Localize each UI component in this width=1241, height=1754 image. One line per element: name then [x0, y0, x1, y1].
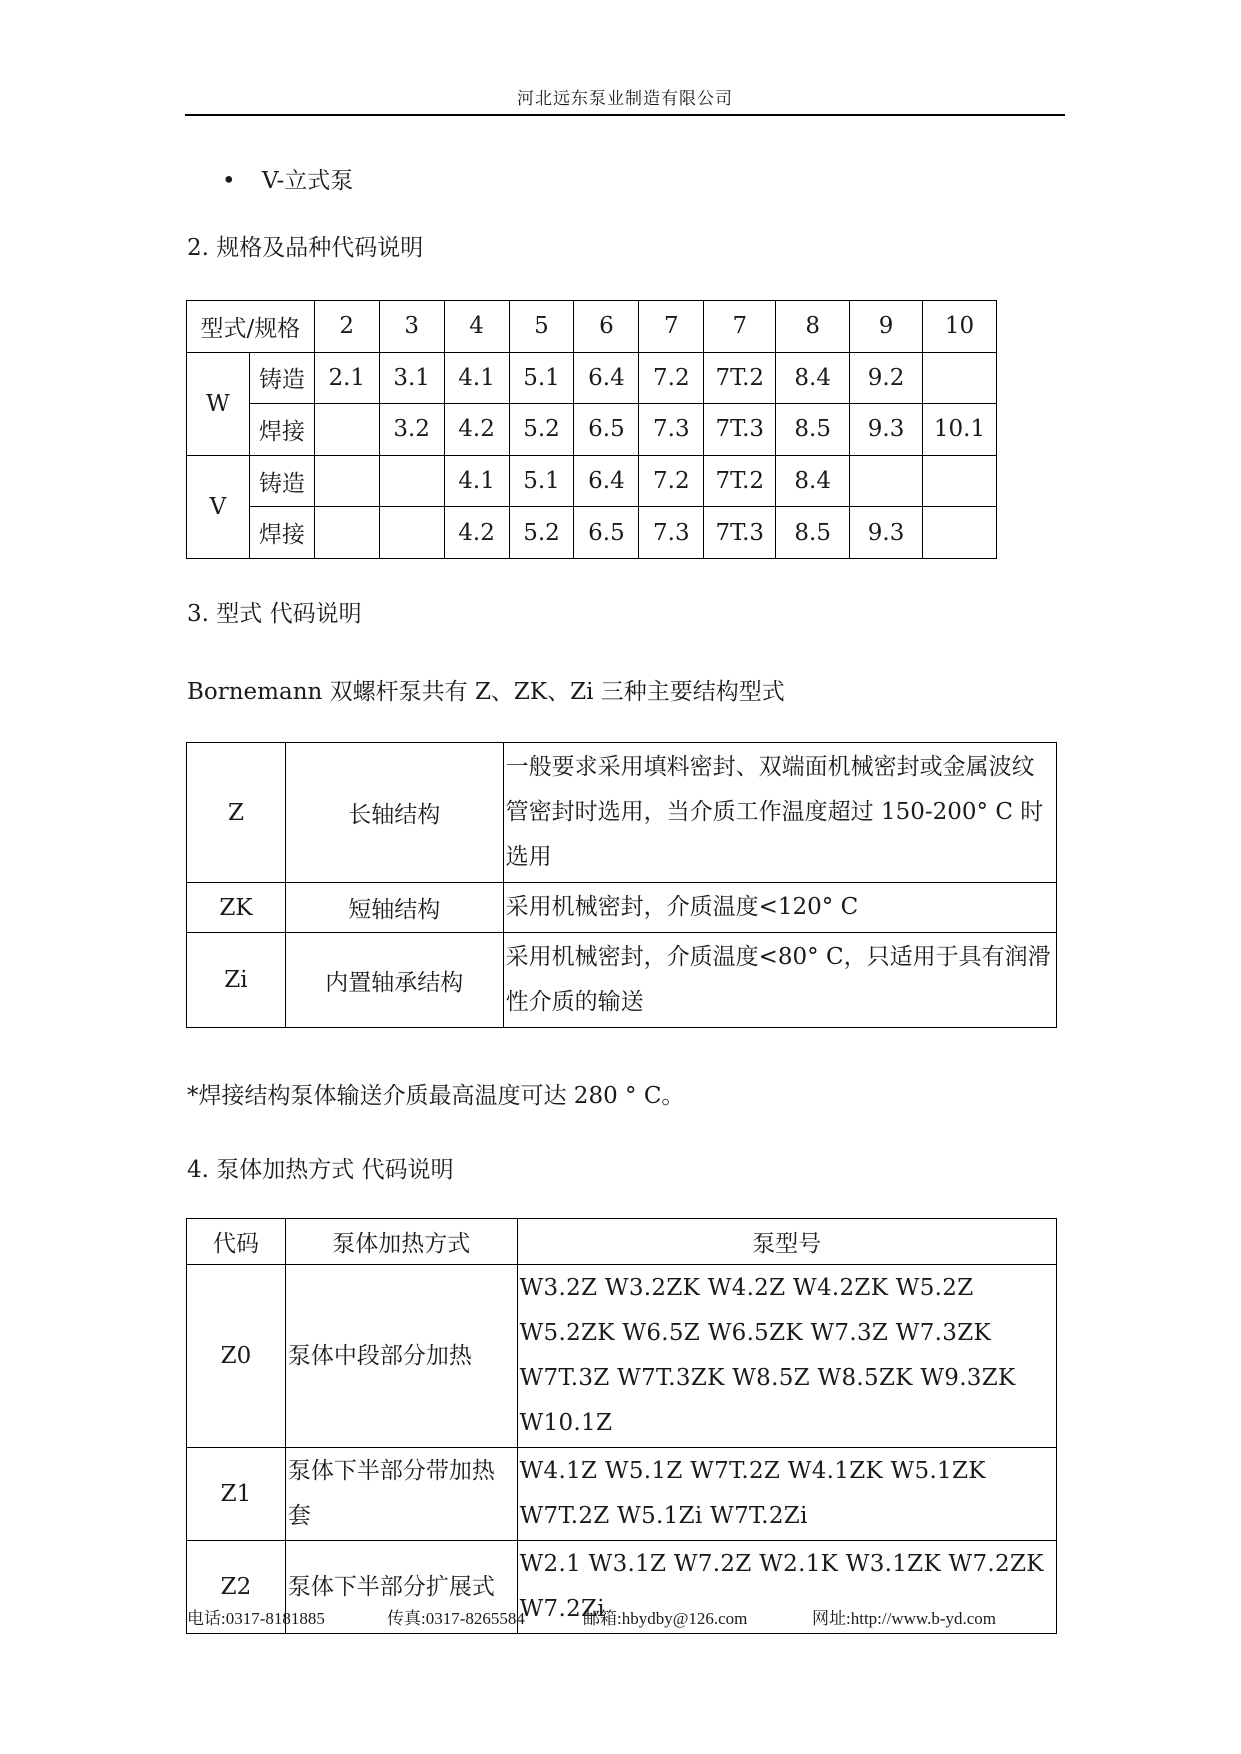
type-row [187, 883, 1057, 933]
spec-value-cell: 7.3 [639, 404, 704, 456]
type-code-cell: Zi [187, 933, 286, 1028]
spec-value-cell: 4.1 [444, 455, 509, 507]
type-desc-cell: 采用机械密封，介质温度<120° C [503, 883, 1056, 933]
spec-size-header: 6 [574, 301, 639, 353]
spec-row [187, 404, 997, 456]
heating-header-row [187, 1219, 1057, 1265]
heating-table [186, 1218, 1057, 1634]
spec-value-cell: 7.3 [639, 507, 704, 559]
footer-fax: 传真:0317-8265584 [387, 1609, 525, 1628]
spec-value-cell: 2.1 [314, 352, 379, 404]
spec-value-cell: 7.2 [639, 352, 704, 404]
heating-models-header: 泵型号 [517, 1219, 1056, 1265]
spec-value-cell: 6.4 [574, 352, 639, 404]
spec-value-cell: 3.1 [379, 352, 444, 404]
spec-value-cell: 7T.3 [704, 507, 776, 559]
company-header: 河北远东泵业制造有限公司 [517, 89, 733, 109]
heating-method-cell: 泵体下半部分带加热套 [285, 1448, 517, 1541]
type-table [186, 742, 1057, 1028]
spec-value-cell [850, 455, 923, 507]
spec-method-cell: 焊接 [249, 404, 314, 456]
spec-value-cell: 9.2 [850, 352, 923, 404]
heating-table-body [187, 1219, 1057, 1634]
spec-value-cell [314, 455, 379, 507]
spec-table-body [187, 301, 997, 559]
spec-value-cell: 5.2 [509, 404, 574, 456]
header-divider [185, 114, 1065, 116]
section-2-title: 2. 规格及品种代码说明 [187, 235, 424, 261]
spec-value-cell: 6.4 [574, 455, 639, 507]
type-structure-cell: 长轴结构 [285, 743, 503, 883]
heating-code-header: 代码 [187, 1219, 286, 1265]
spec-method-cell: 铸造 [249, 352, 314, 404]
spec-size-header: 9 [850, 301, 923, 353]
heating-code-cell: Z1 [187, 1448, 286, 1541]
section-3-note: *焊接结构泵体输送介质最高温度可达 280 ° C。 [187, 1083, 685, 1109]
section-3-intro: Bornemann 双螺杆泵共有 Z、ZK、Zi 三种主要结构型式 [187, 679, 785, 705]
footer-website: 网址:http://www.b-yd.com [812, 1609, 996, 1628]
type-table-body [187, 743, 1057, 1028]
spec-value-cell: 6.5 [574, 507, 639, 559]
spec-value-cell: 9.3 [850, 507, 923, 559]
spec-value-cell: 8.4 [776, 455, 850, 507]
footer-email: 邮箱:hbydby@126.com [583, 1609, 748, 1628]
spec-corner-cell: 型式/规格 [187, 301, 315, 353]
spec-value-cell [923, 455, 997, 507]
spec-value-cell: 3.2 [379, 404, 444, 456]
footer-phone: 电话:0317-8181885 [187, 1609, 325, 1628]
spec-value-cell [923, 507, 997, 559]
spec-value-cell: 4.1 [444, 352, 509, 404]
spec-value-cell [379, 507, 444, 559]
spec-size-header: 10 [923, 301, 997, 353]
spec-value-cell: 7T.2 [704, 455, 776, 507]
type-structure-cell: 短轴结构 [285, 883, 503, 933]
spec-type-cell: V [187, 455, 250, 558]
heating-method-cell: 泵体下半部分扩展式 [285, 1541, 517, 1634]
heating-models-cell: W3.2Z W3.2ZK W4.2Z W4.2ZK W5.2Z W5.2ZK W6.5Z W6.5ZK W7.3Z W7.3ZK W7T.3Z W7T.3ZK W8.5Z W8.5ZK W9.3ZK W10.1Z [517, 1265, 1056, 1448]
spec-value-cell: 4.2 [444, 507, 509, 559]
spec-size-header: 3 [379, 301, 444, 353]
type-code-cell: Z [187, 743, 286, 883]
spec-value-cell: 8.5 [776, 507, 850, 559]
spec-row [187, 455, 997, 507]
type-row [187, 933, 1057, 1028]
spec-row [187, 352, 997, 404]
heating-method-cell: 泵体中段部分加热 [285, 1265, 517, 1448]
bullet-text: V-立式泵 [262, 168, 354, 194]
spec-row [187, 507, 997, 559]
spec-header-row [187, 301, 997, 353]
spec-value-cell: 9.3 [850, 404, 923, 456]
heating-code-cell: Z2 [187, 1541, 286, 1634]
spec-size-header: 8 [776, 301, 850, 353]
spec-value-cell [923, 352, 997, 404]
spec-value-cell: 7.2 [639, 455, 704, 507]
spec-method-cell: 铸造 [249, 455, 314, 507]
spec-value-cell: 7T.2 [704, 352, 776, 404]
type-code-cell: ZK [187, 883, 286, 933]
spec-value-cell [314, 507, 379, 559]
spec-value-cell: 7T.3 [704, 404, 776, 456]
bullet-dot-icon: • [222, 168, 236, 194]
section-3-title: 3. 型式 代码说明 [187, 601, 362, 627]
spec-value-cell: 5.2 [509, 507, 574, 559]
spec-size-header: 5 [509, 301, 574, 353]
type-row [187, 743, 1057, 883]
spec-value-cell: 5.1 [509, 352, 574, 404]
type-desc-cell: 采用机械密封，介质温度<80° C，只适用于具有润滑性介质的输送 [503, 933, 1056, 1028]
spec-value-cell: 5.1 [509, 455, 574, 507]
spec-value-cell: 10.1 [923, 404, 997, 456]
spec-size-header: 7 [639, 301, 704, 353]
spec-value-cell [379, 455, 444, 507]
bullet-item [222, 162, 353, 195]
type-structure-cell: 内置轴承结构 [285, 933, 503, 1028]
spec-size-header: 2 [314, 301, 379, 353]
heating-models-cell: W2.1 W3.1Z W7.2Z W2.1K W3.1ZK W7.2ZK W7.2Zi [517, 1541, 1056, 1634]
section-4-title: 4. 泵体加热方式 代码说明 [187, 1157, 454, 1183]
spec-value-cell: 4.2 [444, 404, 509, 456]
spec-value-cell: 6.5 [574, 404, 639, 456]
spec-method-cell: 焊接 [249, 507, 314, 559]
heating-code-cell: Z0 [187, 1265, 286, 1448]
heating-models-cell: W4.1Z W5.1Z W7T.2Z W4.1ZK W5.1ZK W7T.2Z W5.1Zi W7T.2Zi [517, 1448, 1056, 1541]
spec-size-header: 4 [444, 301, 509, 353]
type-desc-cell: 一般要求采用填料密封、双端面机械密封或金属波纹管密封时选用，当介质工作温度超过 150-200° C 时选用 [503, 743, 1056, 883]
spec-size-header: 7 [704, 301, 776, 353]
heating-row [187, 1265, 1057, 1448]
spec-value-cell: 8.4 [776, 352, 850, 404]
heating-row [187, 1448, 1057, 1541]
spec-value-cell: 8.5 [776, 404, 850, 456]
spec-table [186, 300, 997, 559]
spec-type-cell: W [187, 352, 250, 455]
spec-value-cell [314, 404, 379, 456]
heating-method-header: 泵体加热方式 [285, 1219, 517, 1265]
